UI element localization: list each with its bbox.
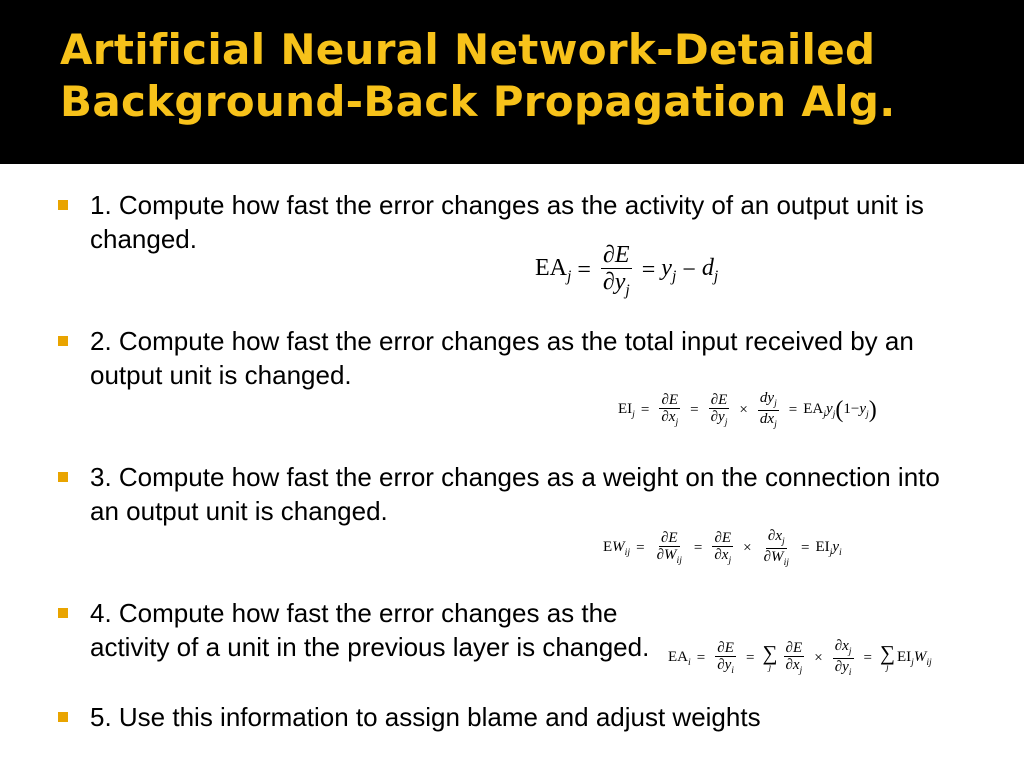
- slide-content: [0, 164, 1024, 768]
- formula-ea-i: $EA_i$ = $\frac{\partial E}{\partial y_i}$ = ∑ j $\frac{\partial E}{\partial x_j}$ × $\frac{\partial x_j}{\partial y_i}$ = ∑ j $EI_jW_{ij}$: [668, 638, 932, 678]
- bullet-4-text: 4. Compute how fast the error changes as the activity of a unit in the previous layer is changed.: [90, 598, 650, 662]
- bullet-marker: [58, 712, 68, 722]
- formula-ew-ij: $EW_{ij}$ = $\frac{\partial E}{\partial W_{ij}}$ = $\frac{\partial E}{\partial x_j}$ × $\frac{\partial x_j}{\partial W_{ij}}$ = $EI_jy_i$: [603, 528, 842, 568]
- bullet-marker: [58, 472, 68, 482]
- title-bar: [0, 0, 1024, 160]
- bullet-marker: [58, 200, 68, 210]
- bullet-marker: [58, 336, 68, 346]
- bullet-5-text: 5. Use this information to assign blame and adjust weights: [90, 702, 761, 732]
- bullet-1-text: 1. Compute how fast the error changes as the activity of an output unit is changed.: [90, 190, 924, 254]
- bullet-2-text: 2. Compute how fast the error changes as the total input received by an output unit is changed.: [90, 326, 914, 390]
- bullet-marker: [58, 608, 68, 618]
- slide-title: Artificial Neural Network-Detailed Background-Back Propagation Alg.: [60, 25, 896, 126]
- bullet-3-text: 3. Compute how fast the error changes as a weight on the connection into an output unit is changed.: [90, 462, 940, 526]
- formula-ei-j: $EI_j$ = $\frac{\partial E}{\partial x_j}$ = $\frac{\partial E}{\partial y_j}$ × $\frac{dy_j}{dx_j}$ = $EA_jy_j$ ( $1-y_j$ ): [618, 390, 877, 430]
- formula-ea-j: $EA_j$ = $\frac{\partial E}{\partial y_j}$ = $y_j$ − $d_j$: [535, 242, 719, 300]
